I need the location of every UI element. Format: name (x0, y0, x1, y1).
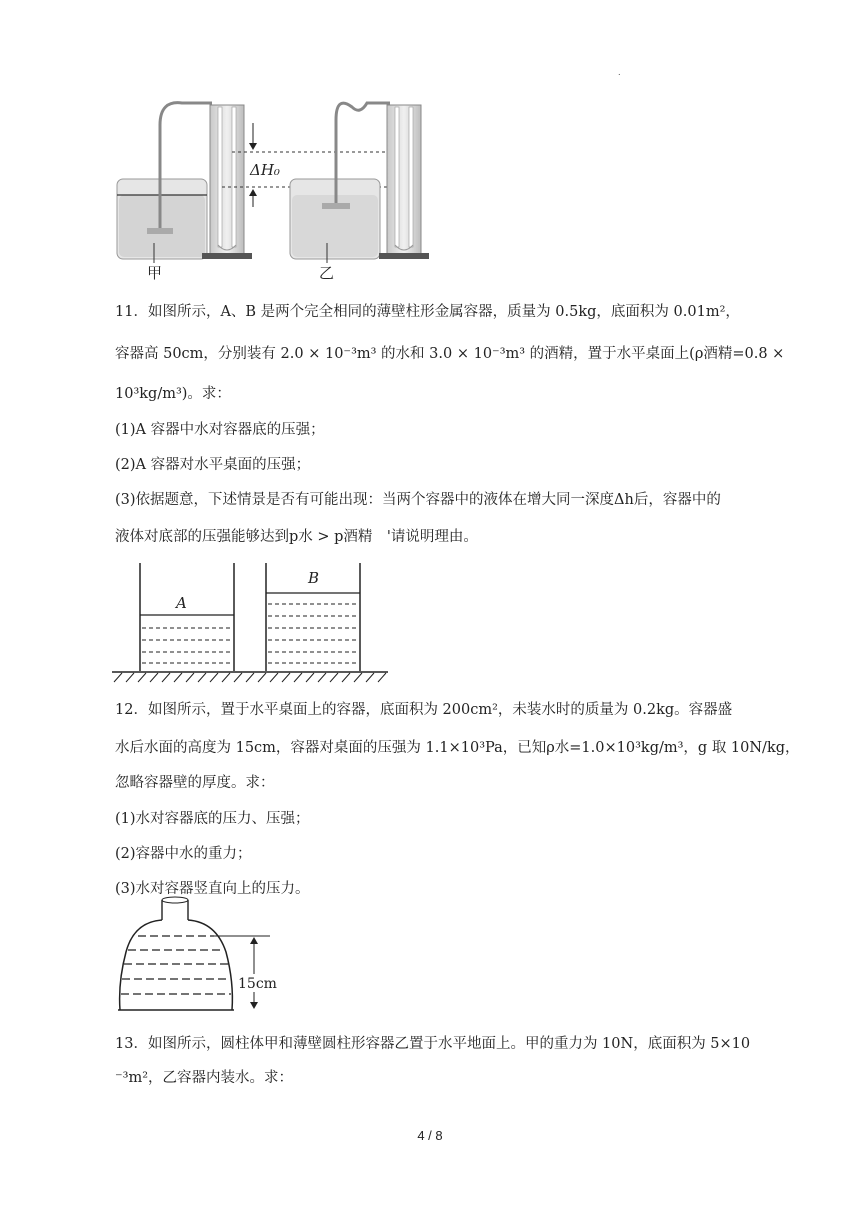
q12-line-2: 水后水面的高度为 15cm，容器对桌面的压强为 1.1×10³Pa，已知ρ水=1.0×10³kg/m³，g 取 10N/kg， (115, 740, 800, 756)
label-jia: 甲 (147, 264, 163, 282)
q11-line-2: 容器高 50cm，分别装有 2.0 × 10⁻³m³ 的水和 3.0 × 10⁻³m³ 的酒精，置于水平桌面上(ρ酒精=0.8 × (115, 346, 785, 362)
q13-line-1: 13．如图所示，圆柱体甲和薄壁圆柱形容器乙置于水平地面上。甲的重力为 10N，底面积为 5×10 (115, 1036, 751, 1052)
q11-line-3: 10³kg/m³)。求： (115, 386, 231, 402)
q11-sub-3-cont: 液体对底部的压强能够达到p水 > p酒精 '请说明理由。 (115, 529, 478, 545)
delta-h0-label: ΔH₀ (250, 161, 280, 179)
label-a: A (176, 594, 187, 612)
figure-dome-container (112, 892, 292, 1022)
q12-line-3: 忽略容器壁的厚度。求： (115, 775, 275, 791)
label-b: B (308, 569, 320, 587)
top-dot-mark: . (618, 68, 621, 77)
height-15cm-label: 15cm (238, 976, 277, 992)
figure-containers-ab (110, 558, 390, 688)
q12-sub-3: (3)水对容器竖直向上的压力。 (115, 881, 310, 897)
q11-sub-1: (1)A 容器中水对容器底的压强； (115, 422, 325, 438)
q11-line-1: 11．如图所示，A、B 是两个完全相同的薄壁柱形金属容器，质量为 0.5kg，底面积为 0.01m²， (115, 304, 740, 320)
q11-sub-2: (2)A 容器对水平桌面的压强； (115, 457, 311, 473)
page-number: 4 / 8 (417, 1128, 443, 1143)
q11-sub-3: (3)依据题意，下述情景是否有可能出现：当两个容器中的液体在增大同一深度Δh后，容器中的 (115, 492, 721, 508)
q12-sub-2: (2)容器中水的重力； (115, 846, 252, 862)
q12-line-1: 12．如图所示，置于水平桌面上的容器，底面积为 200cm²，未装水时的质量为 0.2kg。容器盛 (115, 702, 733, 718)
q12-sub-1: (1)水对容器底的压力、压强； (115, 811, 310, 827)
q13-line-2: ⁻³m²，乙容器内装水。求： (115, 1070, 294, 1086)
label-yi: 乙 (319, 264, 335, 282)
figure-manometer (112, 95, 432, 265)
